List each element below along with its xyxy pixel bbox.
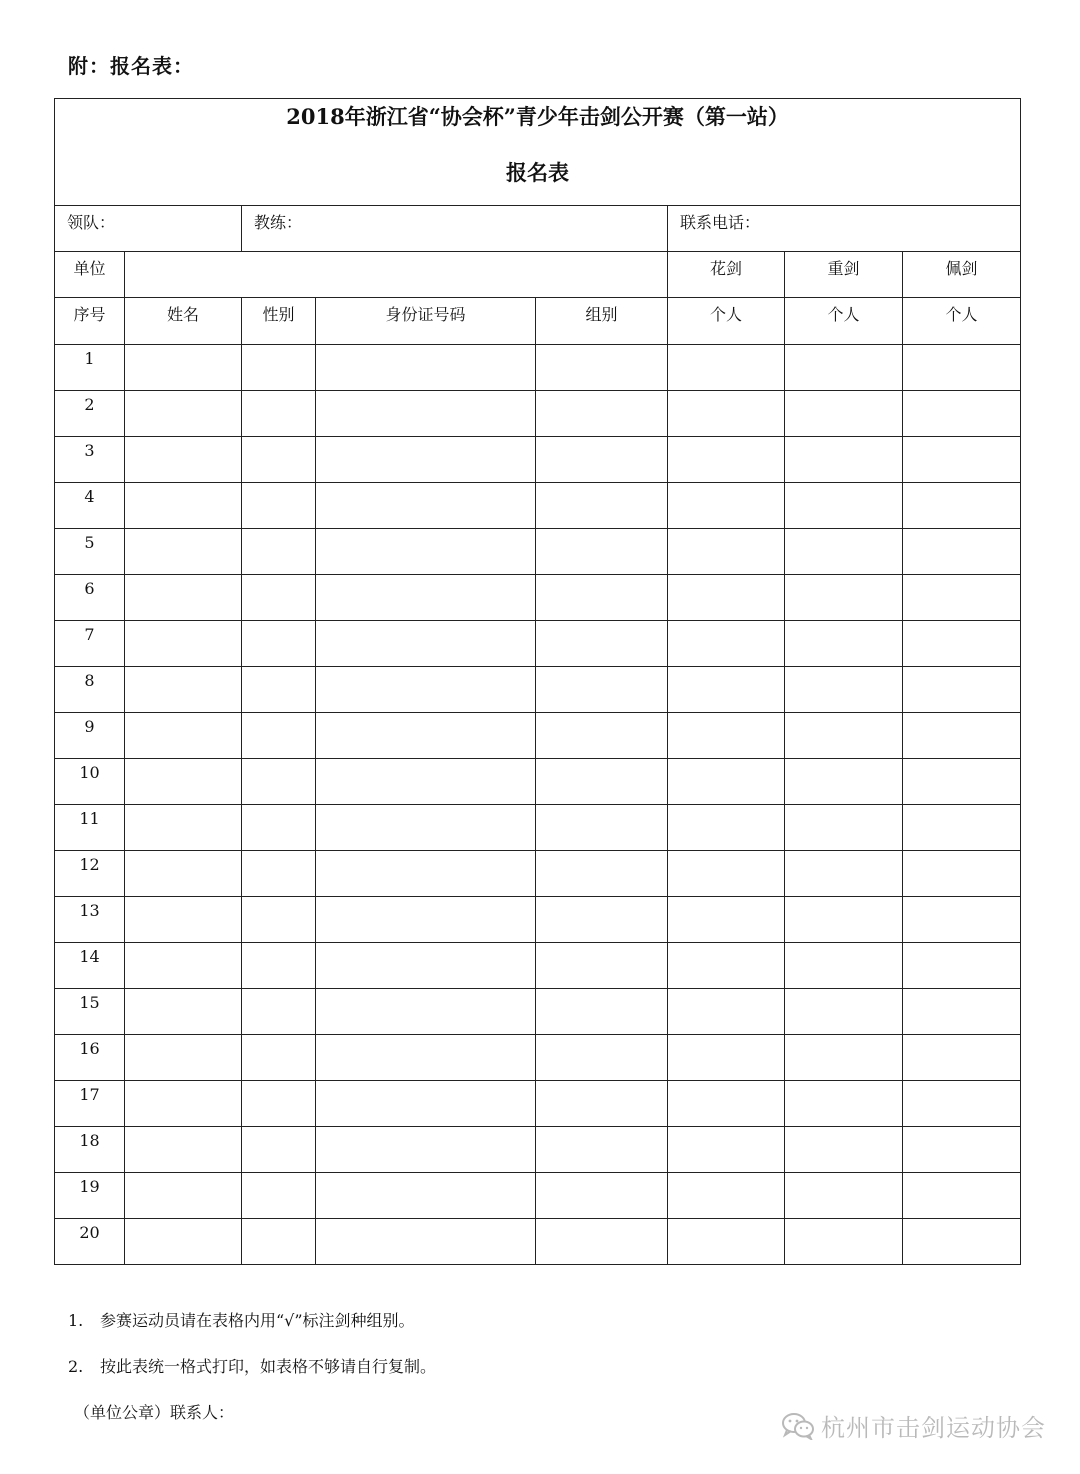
sabre-cell[interactable]	[903, 943, 1021, 989]
sabre-cell[interactable]	[903, 667, 1021, 713]
number-cell	[55, 1173, 125, 1219]
group-cell[interactable]	[536, 437, 668, 483]
number-cell	[55, 897, 125, 943]
name-cell[interactable]	[125, 851, 242, 897]
name-cell[interactable]	[125, 1127, 242, 1173]
leader-label: 领队：	[67, 213, 116, 232]
gender-cell[interactable]	[242, 391, 316, 437]
foil-cell[interactable]	[668, 851, 785, 897]
gender-cell[interactable]	[242, 1127, 316, 1173]
table-row	[55, 575, 1021, 621]
table-row	[55, 759, 1021, 805]
table-row	[55, 943, 1021, 989]
note-1	[68, 1308, 415, 1331]
epee-cell[interactable]	[785, 391, 903, 437]
table-row	[55, 851, 1021, 897]
sabre-cell[interactable]	[903, 483, 1021, 529]
row-number: 16	[79, 1039, 100, 1058]
sabre-cell[interactable]	[903, 897, 1021, 943]
sabre-cell[interactable]	[903, 575, 1021, 621]
epee-cell[interactable]	[785, 943, 903, 989]
group-cell[interactable]	[536, 713, 668, 759]
group-cell[interactable]	[536, 667, 668, 713]
sabre-cell[interactable]	[903, 437, 1021, 483]
id-number-cell[interactable]	[316, 759, 536, 805]
name-cell[interactable]	[125, 1081, 242, 1127]
group-cell[interactable]	[536, 483, 668, 529]
epee-cell[interactable]	[785, 1081, 903, 1127]
row-number: 12	[79, 855, 100, 874]
epee-cell[interactable]	[785, 1173, 903, 1219]
form-title-cell	[55, 99, 1021, 206]
id-number-cell[interactable]	[316, 345, 536, 391]
foil-cell[interactable]	[668, 1173, 785, 1219]
foil-cell[interactable]	[668, 1219, 785, 1265]
group-cell[interactable]	[536, 1035, 668, 1081]
foil-cell[interactable]	[668, 437, 785, 483]
col-header-number-label: 序号	[73, 305, 106, 324]
number-cell	[55, 805, 125, 851]
row-number: 18	[79, 1131, 100, 1150]
unit-label: 单位	[73, 259, 106, 278]
phone-label: 联系电话：	[680, 213, 761, 232]
sabre-cell[interactable]	[903, 1173, 1021, 1219]
table-row	[55, 1127, 1021, 1173]
id-number-cell[interactable]	[316, 1219, 536, 1265]
foil-cell[interactable]	[668, 1127, 785, 1173]
table-row	[55, 989, 1021, 1035]
id-number-cell[interactable]	[316, 989, 536, 1035]
row-number: 20	[79, 1223, 100, 1242]
row-number: 15	[79, 993, 100, 1012]
row-number: 19	[79, 1177, 100, 1196]
table-row	[55, 667, 1021, 713]
id-number-cell[interactable]	[316, 1035, 536, 1081]
row-number: 13	[79, 901, 100, 920]
gender-cell[interactable]	[242, 667, 316, 713]
wechat-icon	[781, 1412, 815, 1440]
gender-cell[interactable]	[242, 989, 316, 1035]
sabre-cell[interactable]	[903, 391, 1021, 437]
note-2-text: 按此表统一格式打印，如表格不够请自行复制。	[100, 1357, 437, 1376]
name-cell[interactable]	[125, 1173, 242, 1219]
col-header-group-label: 组别	[585, 305, 618, 324]
row-number: 8	[84, 671, 95, 690]
group-cell[interactable]	[536, 1173, 668, 1219]
epee-cell[interactable]	[785, 1127, 903, 1173]
note-1-number: 1.	[68, 1311, 84, 1330]
row-number: 3	[84, 441, 95, 460]
sabre-cell[interactable]	[903, 851, 1021, 897]
note-2-number: 2.	[68, 1357, 84, 1376]
id-number-cell[interactable]	[316, 391, 536, 437]
number-cell	[55, 1127, 125, 1173]
gender-cell[interactable]	[242, 1035, 316, 1081]
table-row	[55, 621, 1021, 667]
foil-cell[interactable]	[668, 483, 785, 529]
group-cell[interactable]	[536, 575, 668, 621]
row-number: 9	[84, 717, 95, 736]
name-cell[interactable]	[125, 759, 242, 805]
gender-cell[interactable]	[242, 759, 316, 805]
row-number: 4	[84, 487, 95, 506]
sabre-cell[interactable]	[903, 1127, 1021, 1173]
table-row	[55, 391, 1021, 437]
foil-cell[interactable]	[668, 943, 785, 989]
epee-cell[interactable]	[785, 1035, 903, 1081]
col-header-id-number-label: 身份证号码	[385, 305, 466, 324]
sabre-cell[interactable]	[903, 989, 1021, 1035]
id-number-cell[interactable]	[316, 483, 536, 529]
name-cell[interactable]	[125, 943, 242, 989]
gender-cell[interactable]	[242, 575, 316, 621]
number-cell	[55, 437, 125, 483]
row-number: 1	[84, 349, 95, 368]
number-cell	[55, 667, 125, 713]
group-cell[interactable]	[536, 989, 668, 1035]
id-number-cell[interactable]	[316, 897, 536, 943]
id-number-cell[interactable]	[316, 1127, 536, 1173]
col-header-epee-individual	[785, 298, 903, 345]
foil-cell[interactable]	[668, 1081, 785, 1127]
foil-cell[interactable]	[668, 529, 785, 575]
group-cell[interactable]	[536, 943, 668, 989]
sabre-cell[interactable]	[903, 1219, 1021, 1265]
epee-cell[interactable]	[785, 759, 903, 805]
row-number: 7	[84, 625, 95, 644]
col-header-name	[125, 298, 242, 345]
name-cell[interactable]	[125, 575, 242, 621]
gender-cell[interactable]	[242, 1081, 316, 1127]
epee-cell[interactable]	[785, 805, 903, 851]
number-cell	[55, 621, 125, 667]
gender-cell[interactable]	[242, 621, 316, 667]
id-number-cell[interactable]	[316, 851, 536, 897]
gender-cell[interactable]	[242, 483, 316, 529]
foil-cell[interactable]	[668, 391, 785, 437]
foil-cell[interactable]	[668, 345, 785, 391]
col-header-name-label: 姓名	[166, 305, 199, 324]
foil-cell[interactable]	[668, 897, 785, 943]
col-header-group	[536, 298, 668, 345]
name-cell[interactable]	[125, 1035, 242, 1081]
col-header-gender	[242, 298, 316, 345]
sabre-cell[interactable]	[903, 1081, 1021, 1127]
id-number-cell[interactable]	[316, 1173, 536, 1219]
sabre-cell[interactable]	[903, 529, 1021, 575]
row-number: 5	[84, 533, 95, 552]
coach-field[interactable]	[242, 206, 668, 252]
sabre-cell[interactable]	[903, 805, 1021, 851]
sabre-cell[interactable]	[903, 1035, 1021, 1081]
name-cell[interactable]	[125, 483, 242, 529]
sabre-individual-label: 个人	[945, 305, 978, 324]
group-cell[interactable]	[536, 897, 668, 943]
unit-field[interactable]	[125, 252, 668, 298]
note-2	[68, 1354, 436, 1377]
foil-cell[interactable]	[668, 1035, 785, 1081]
name-cell[interactable]	[125, 437, 242, 483]
sabre-cell[interactable]	[903, 759, 1021, 805]
sabre-cell[interactable]	[903, 621, 1021, 667]
epee-cell[interactable]	[785, 897, 903, 943]
epee-cell[interactable]	[785, 713, 903, 759]
sabre-cell[interactable]	[903, 345, 1021, 391]
foil-cell[interactable]	[668, 575, 785, 621]
epee-cell[interactable]	[785, 575, 903, 621]
foil-cell[interactable]	[668, 621, 785, 667]
col-header-number	[55, 298, 125, 345]
name-cell[interactable]	[125, 667, 242, 713]
name-cell[interactable]	[125, 713, 242, 759]
number-cell	[55, 989, 125, 1035]
id-number-cell[interactable]	[316, 667, 536, 713]
group-cell[interactable]	[536, 1219, 668, 1265]
table-row	[55, 529, 1021, 575]
table-row	[55, 345, 1021, 391]
row-number: 2	[84, 395, 95, 414]
gender-cell[interactable]	[242, 897, 316, 943]
epee-cell[interactable]	[785, 621, 903, 667]
number-cell	[55, 851, 125, 897]
table-row	[55, 483, 1021, 529]
weapon-foil: 花剑	[709, 259, 742, 278]
phone-field[interactable]	[668, 206, 1021, 252]
foil-cell[interactable]	[668, 713, 785, 759]
table-row	[55, 1081, 1021, 1127]
epee-cell[interactable]	[785, 851, 903, 897]
name-cell[interactable]	[125, 989, 242, 1035]
note-1-text: 参赛运动员请在表格内用“√”标注剑种组别。	[100, 1311, 415, 1330]
group-cell[interactable]	[536, 805, 668, 851]
col-header-id-number	[316, 298, 536, 345]
foil-cell[interactable]	[668, 805, 785, 851]
id-number-cell[interactable]	[316, 529, 536, 575]
name-cell[interactable]	[125, 1219, 242, 1265]
weapon-sabre: 佩剑	[945, 259, 978, 278]
id-number-cell[interactable]	[316, 621, 536, 667]
row-number: 6	[84, 579, 95, 598]
gender-cell[interactable]	[242, 437, 316, 483]
id-number-cell[interactable]	[316, 805, 536, 851]
number-cell	[55, 529, 125, 575]
id-number-cell[interactable]	[316, 437, 536, 483]
form-subtitle: 报名表	[506, 160, 570, 185]
gender-cell[interactable]	[242, 345, 316, 391]
group-cell[interactable]	[536, 851, 668, 897]
group-cell[interactable]	[536, 1081, 668, 1127]
unit-label-cell	[55, 252, 125, 298]
epee-cell[interactable]	[785, 1219, 903, 1265]
weapon-epee-cell	[785, 252, 903, 298]
epee-cell[interactable]	[785, 667, 903, 713]
epee-individual-label: 个人	[827, 305, 860, 324]
foil-individual-label: 个人	[709, 305, 742, 324]
table-row	[55, 1173, 1021, 1219]
id-number-cell[interactable]	[316, 575, 536, 621]
table-row	[55, 897, 1021, 943]
table-row	[55, 805, 1021, 851]
gender-cell[interactable]	[242, 851, 316, 897]
row-number: 17	[79, 1085, 100, 1104]
row-number: 14	[79, 947, 100, 966]
number-cell	[55, 575, 125, 621]
col-header-foil-individual	[668, 298, 785, 345]
row-number: 10	[79, 763, 100, 782]
name-cell[interactable]	[125, 897, 242, 943]
foil-cell[interactable]	[668, 989, 785, 1035]
gender-cell[interactable]	[242, 1219, 316, 1265]
registration-form-table	[54, 98, 1021, 1265]
epee-cell[interactable]	[785, 345, 903, 391]
number-cell	[55, 1219, 125, 1265]
col-header-sabre-individual	[903, 298, 1021, 345]
group-cell[interactable]	[536, 529, 668, 575]
watermark	[781, 1408, 1046, 1443]
sabre-cell[interactable]	[903, 713, 1021, 759]
gender-cell[interactable]	[242, 943, 316, 989]
coach-label: 教练：	[254, 213, 303, 232]
gender-cell[interactable]	[242, 713, 316, 759]
epee-cell[interactable]	[785, 989, 903, 1035]
weapon-foil-cell	[668, 252, 785, 298]
number-cell	[55, 943, 125, 989]
gender-cell[interactable]	[242, 529, 316, 575]
table-row	[55, 1219, 1021, 1265]
attachment-label: 附：报名表：	[68, 54, 194, 78]
leader-field[interactable]	[55, 206, 242, 252]
table-row	[55, 437, 1021, 483]
name-cell[interactable]	[125, 805, 242, 851]
group-cell[interactable]	[536, 621, 668, 667]
weapon-epee: 重剑	[827, 259, 860, 278]
table-row	[55, 1035, 1021, 1081]
number-cell	[55, 391, 125, 437]
group-cell[interactable]	[536, 759, 668, 805]
number-cell	[55, 1081, 125, 1127]
epee-cell[interactable]	[785, 529, 903, 575]
group-cell[interactable]	[536, 391, 668, 437]
number-cell	[55, 1035, 125, 1081]
foil-cell[interactable]	[668, 667, 785, 713]
gender-cell[interactable]	[242, 1173, 316, 1219]
name-cell[interactable]	[125, 391, 242, 437]
watermark-text: 杭州市击剑运动协会	[821, 1414, 1046, 1442]
weapon-sabre-cell	[903, 252, 1021, 298]
name-cell[interactable]	[125, 529, 242, 575]
name-cell[interactable]	[125, 621, 242, 667]
number-cell	[55, 713, 125, 759]
number-cell	[55, 483, 125, 529]
number-cell	[55, 345, 125, 391]
foil-cell[interactable]	[668, 759, 785, 805]
number-cell	[55, 759, 125, 805]
name-cell[interactable]	[125, 345, 242, 391]
group-cell[interactable]	[536, 1127, 668, 1173]
table-row	[55, 713, 1021, 759]
id-number-cell[interactable]	[316, 943, 536, 989]
epee-cell[interactable]	[785, 437, 903, 483]
group-cell[interactable]	[536, 345, 668, 391]
row-number: 11	[79, 809, 100, 828]
gender-cell[interactable]	[242, 805, 316, 851]
id-number-cell[interactable]	[316, 1081, 536, 1127]
col-header-gender-label: 性别	[262, 305, 295, 324]
form-title: 2018年浙江省“协会杯”青少年击剑公开赛（第一站）	[286, 104, 789, 129]
epee-cell[interactable]	[785, 483, 903, 529]
footer-contact-line: （单位公章）联系人：	[74, 1403, 235, 1422]
id-number-cell[interactable]	[316, 713, 536, 759]
